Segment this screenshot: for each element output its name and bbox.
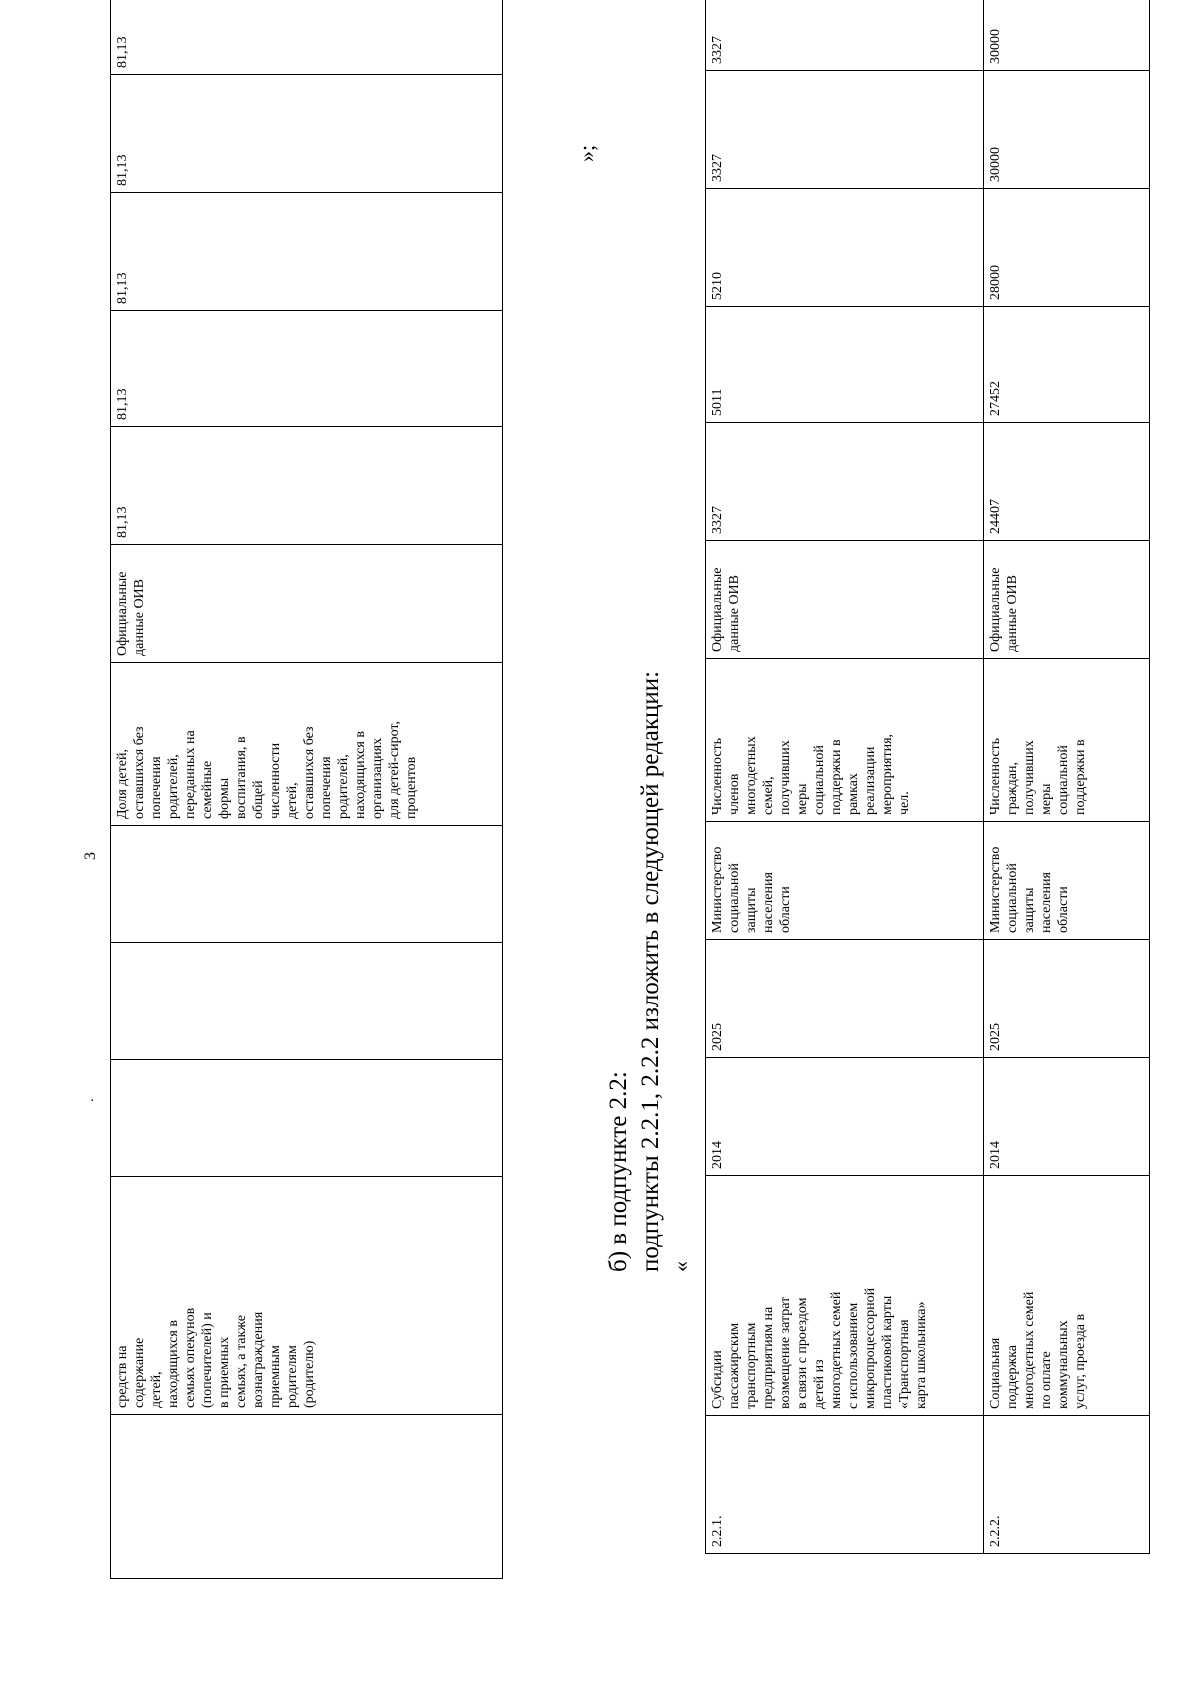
cell-value-3: 81,13 — [111, 193, 503, 311]
cell-value-2: 27452 — [984, 307, 1150, 423]
cell-number: 2.2.2. — [984, 1416, 1150, 1554]
cell-end-year — [111, 943, 503, 1060]
page-mark: . — [82, 1098, 97, 1102]
cell-value-5: 30000 — [984, 0, 1150, 71]
cell-activity-name: Субсидии пассажирским транспортным предприятиям на возмещение затрат в связи с проездом детей из многодетных семей с использованием микропроцессорной пластиковой карты «Транспортная карта школьника» — [706, 1176, 984, 1416]
cell-number — [111, 1415, 503, 1579]
cell-value-2: 81,13 — [111, 311, 503, 427]
opening-quote: « — [668, 1261, 693, 1272]
cell-organization: Министерство социальной защиты населения области — [984, 822, 1150, 940]
closing-quote: »; — [574, 144, 599, 162]
cell-start-year — [111, 1060, 503, 1177]
cell-end-year: 2025 — [706, 940, 984, 1058]
cell-source: Официальные данные ОИВ — [111, 545, 503, 663]
cell-activity-name: средств на содержание детей, находящихся в семьях опекунов (попечителей) и в приемных семьях, а также вознаграждения приемным родителям (родителю) — [111, 1177, 503, 1415]
cell-value-3: 28000 — [984, 189, 1150, 307]
cell-end-year: 2025 — [984, 940, 1150, 1058]
table-row — [111, 0, 503, 1579]
page-number: 3 — [82, 852, 99, 860]
cell-value-5: 3327 — [706, 0, 984, 71]
cell-value-1: 81,13 — [111, 427, 503, 545]
cell-organization: Министерство социальной защиты населения области — [706, 822, 984, 940]
cell-value-2: 5011 — [706, 307, 984, 423]
cell-number: 2.2.1. — [706, 1416, 984, 1554]
cell-organization — [111, 826, 503, 943]
cell-source: Официальные данные ОИВ — [706, 541, 984, 659]
cell-value-1: 3327 — [706, 423, 984, 541]
table-row — [706, 0, 984, 1554]
cell-source: Официальные данные ОИВ — [984, 541, 1150, 659]
cell-start-year: 2014 — [706, 1058, 984, 1176]
cell-value-5: 81,13 — [111, 0, 503, 75]
subpoint-heading: б) в подпункте 2.2: — [605, 1071, 632, 1272]
cell-activity-name: Социальная поддержка многодетных семей по оплате коммунальных услуг, проезда в — [984, 1176, 1150, 1416]
cell-start-year: 2014 — [984, 1058, 1150, 1176]
cell-value-4: 81,13 — [111, 75, 503, 193]
subpoint-instruction: подпункты 2.2.1, 2.2.2 изложить в следующей редакции: — [637, 670, 664, 1272]
bottom-table — [705, 0, 1150, 1554]
cell-indicator: Численность граждан, получивших меры социальной поддержки в — [984, 659, 1150, 822]
cell-value-4: 30000 — [984, 71, 1150, 189]
cell-value-1: 24407 — [984, 423, 1150, 541]
cell-value-3: 5210 — [706, 189, 984, 307]
table-row — [984, 0, 1150, 1554]
cell-value-4: 3327 — [706, 71, 984, 189]
top-table — [110, 0, 503, 1579]
cell-indicator: Численность членов многодетных семей, получивших меры социальной поддержки в рамках реализации мероприятия, чел. — [706, 659, 984, 822]
cell-indicator: Доля детей, оставшихся без попечения родителей, переданных на семейные формы воспитания, в общей численности детей, оставшихся без попечения родителей, находящихся в организациях для детей-сирот, процентов — [111, 663, 503, 826]
